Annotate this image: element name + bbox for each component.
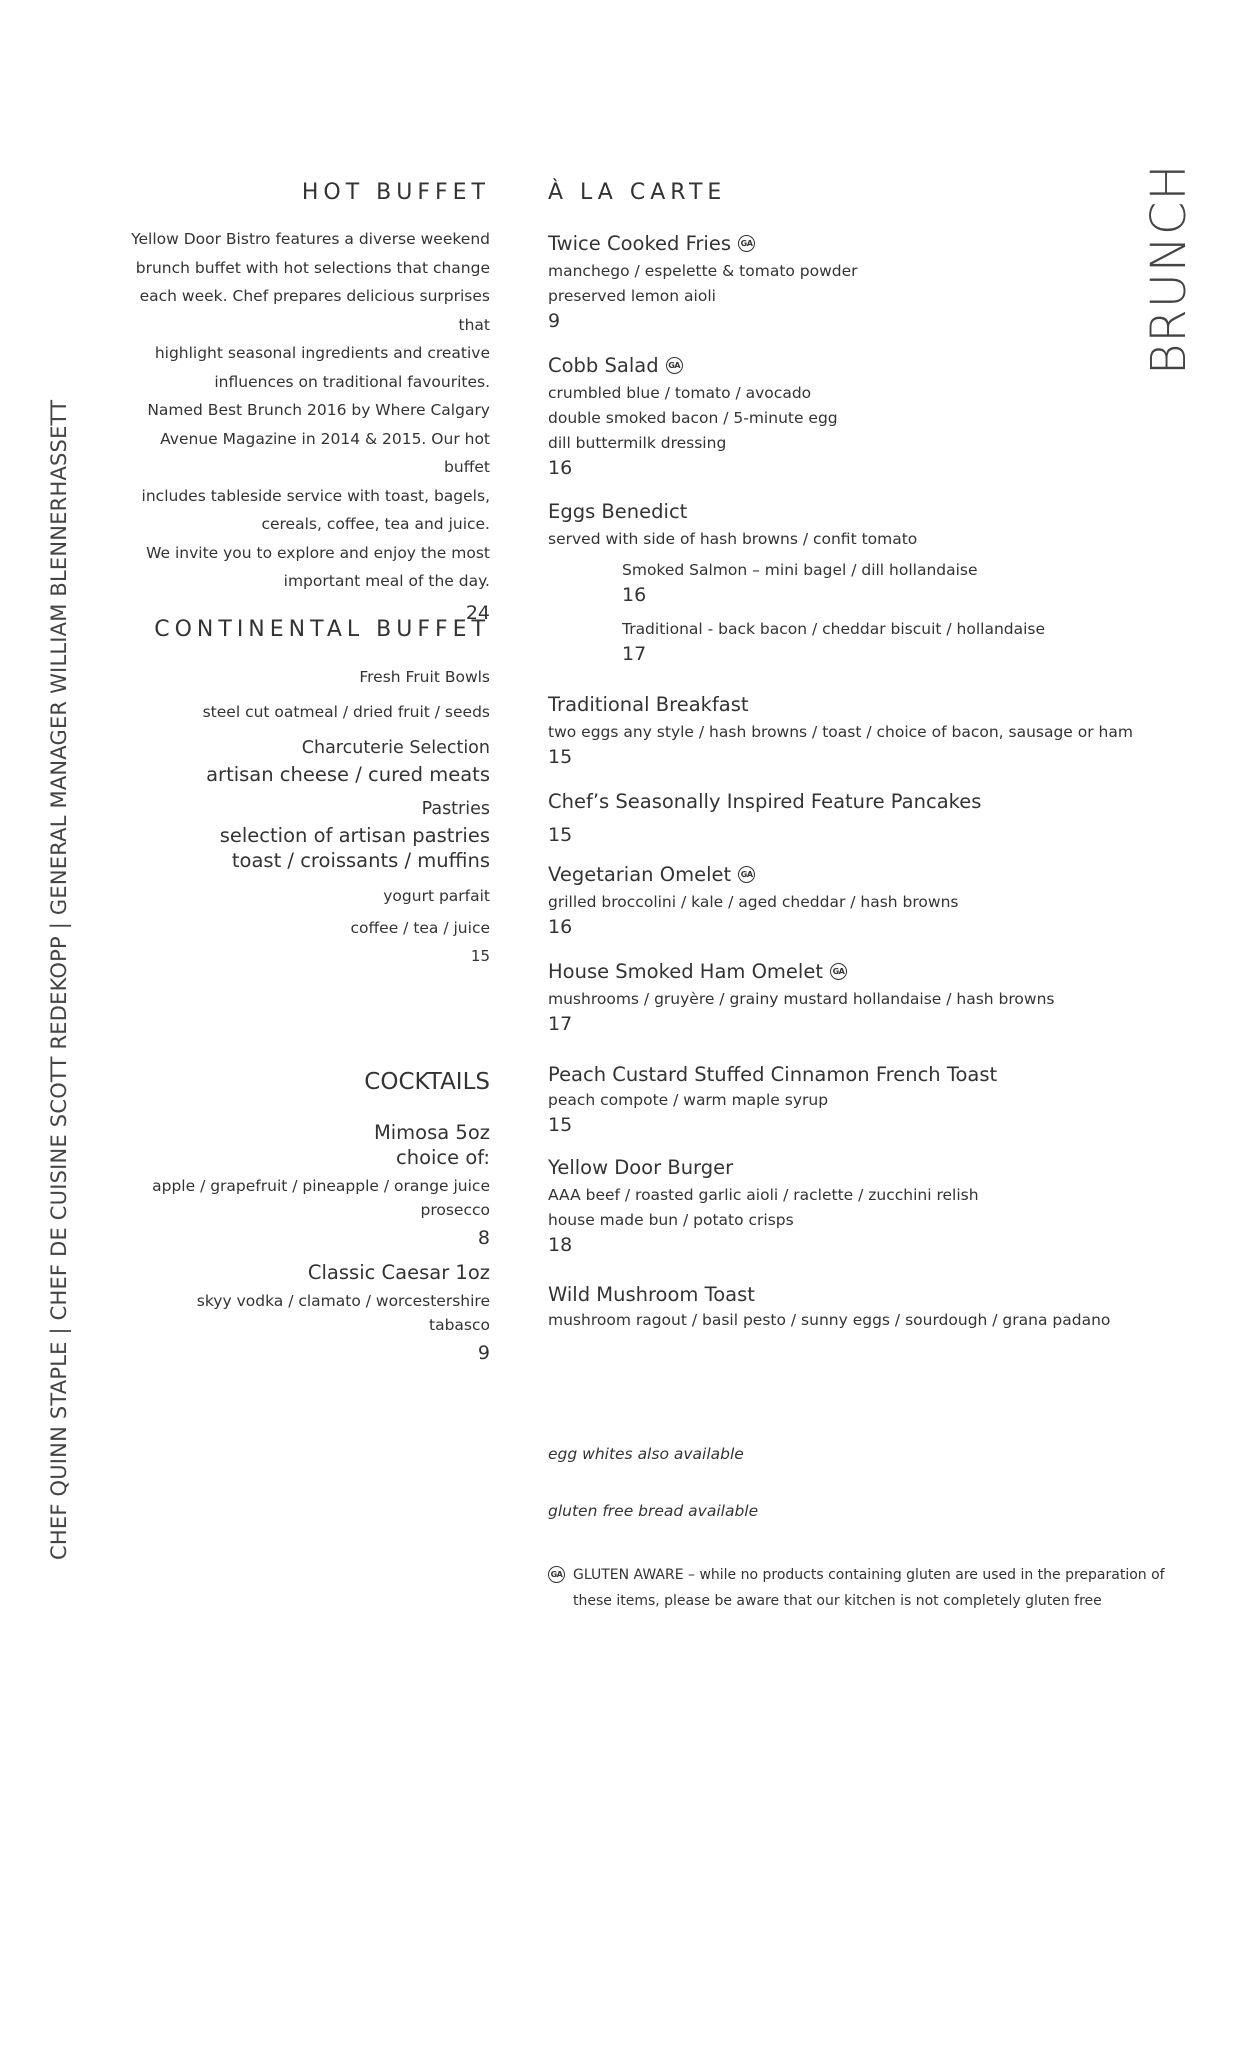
fruit-bowls: Fresh Fruit Bowls	[359, 668, 490, 686]
caesar-title: Classic Caesar 1oz	[307, 1261, 490, 1284]
mimosa-price: 8	[477, 1227, 490, 1249]
hot-buffet-title: HOT BUFFET	[301, 180, 490, 205]
gluten-aware-footnote: GA GLUTEN AWARE – while no products containing gluten are used in the preparation of these items, please be aware that our kitchen is not completely gluten free	[548, 1562, 1188, 1614]
item-price: 15	[548, 824, 573, 846]
item-price: 16	[548, 916, 573, 938]
item-name: Vegetarian Omelet	[548, 863, 732, 886]
menu-item-eggs-benedict: Eggs Benedict served with side of hash browns / confit tomato Smoked Salmon – mini bagel / dill hollandaise 16 Traditional - back bacon / cheddar biscuit / hollandaise 17	[548, 500, 1243, 666]
item-price: 17	[548, 1013, 573, 1035]
staff-credits: CHEF QUINN STAPLE | CHEF DE CUISINE SCOTT REDEKOPP | GENERAL MANAGER WILLIAM BLENNERHASSETT	[47, 399, 71, 1560]
a-la-carte-title: À LA CARTE	[548, 180, 727, 205]
mimosa-prosecco: prosecco	[420, 1201, 490, 1219]
item-price: 16	[548, 457, 573, 479]
hot-buffet-description: Yellow Door Bistro features a diverse weekend brunch buffet with hot selections that change each week. Chef prepares delicious surprises that highlight seasonal ingredients and creative influences on traditional favourites. Named Best Brunch 2016 by Where Calgary Avenue Magazine in 2014 & 2015. Our hot buffet includes tableside service with toast, bagels, cereals, coffee, tea and juice. We invite you to explore and enjoy the most important meal of the day.	[131, 230, 490, 590]
page-title: BRUNCH	[1141, 163, 1197, 375]
menu-item-mushroom-toast: Wild Mushroom Toast mushroom ragout / basil pesto / sunny eggs / sourdough / grana padano	[548, 1283, 1111, 1329]
cocktails-section	[110, 1069, 490, 1364]
a-la-carte-section	[548, 0, 1188, 2048]
item-name: Wild Mushroom Toast	[548, 1283, 755, 1306]
pastries-title: Pastries	[421, 799, 490, 819]
gluten-free-bread-note: gluten free bread available	[548, 1502, 759, 1520]
item-name: Chef’s Seasonally Inspired Feature Pancakes	[548, 790, 982, 813]
continental-buffet-title: CONTINENTAL BUFFET	[154, 617, 490, 642]
caesar-line1: skyy vodka / clamato / worcestershire	[196, 1292, 490, 1310]
item-name: House Smoked Ham Omelet	[548, 960, 823, 983]
gluten-aware-icon: GA	[738, 235, 755, 252]
yogurt-parfait: yogurt parfait	[383, 887, 490, 905]
menu-item-traditional-breakfast: Traditional Breakfast two eggs any style / hash browns / toast / choice of bacon, sausage or ham 15	[548, 693, 1243, 769]
egg-whites-note: egg whites also available	[548, 1445, 744, 1463]
mimosa-title: Mimosa 5oz	[373, 1121, 490, 1144]
mimosa-subtitle: choice of:	[395, 1146, 490, 1169]
item-price: 15	[548, 746, 573, 768]
gluten-aware-icon: GA	[738, 866, 755, 883]
oatmeal: steel cut oatmeal / dried fruit / seeds	[202, 703, 490, 721]
item-name: Cobb Salad	[548, 354, 659, 377]
menu-item-vegetarian-omelet: Vegetarian Omelet GA grilled broccolini / kale / aged cheddar / hash browns 16	[548, 863, 1243, 939]
benedict-traditional: Traditional - back bacon / cheddar biscuit / hollandaise	[622, 620, 1046, 638]
item-price: 9	[548, 310, 561, 332]
menu-item-cobb-salad: Cobb Salad GA crumbled blue / tomato / avocado double smoked bacon / 5-minute egg dill buttermilk dressing 16	[548, 354, 1243, 480]
item-price: 15	[548, 1114, 573, 1136]
gluten-aware-icon: GA	[548, 1566, 565, 1583]
menu-item-pancakes	[548, 790, 1243, 847]
benedict-salmon: Smoked Salmon – mini bagel / dill hollandaise	[622, 561, 978, 579]
menu-item-french-toast: Peach Custard Stuffed Cinnamon French Toast peach compote / warm maple syrup 15	[548, 1063, 1243, 1137]
pastries-line1: selection of artisan pastries	[219, 824, 490, 847]
menu-item-ham-omelet: House Smoked Ham Omelet GA mushrooms / gruyère / grainy mustard hollandaise / hash browns 17	[548, 960, 1243, 1036]
continental-price: 15	[470, 947, 490, 965]
continental-buffet-section	[110, 617, 490, 965]
item-name: Peach Custard Stuffed Cinnamon French Toast	[548, 1063, 998, 1086]
pastries-line2: toast / croissants / muffins	[231, 849, 490, 872]
mimosa-juices: apple / grapefruit / pineapple / orange juice	[152, 1177, 490, 1195]
item-name: Twice Cooked Fries	[548, 232, 732, 255]
hot-buffet-price: 24	[465, 601, 490, 624]
item-name: Traditional Breakfast	[548, 693, 749, 716]
continental-drinks: coffee / tea / juice	[350, 919, 490, 937]
gluten-aware-icon: GA	[666, 357, 683, 374]
cocktails-title: COCKTAILS	[364, 1069, 490, 1095]
item-name: Yellow Door Burger	[548, 1156, 734, 1179]
charcuterie-desc: artisan cheese / cured meats	[206, 763, 490, 786]
gluten-aware-icon: GA	[830, 963, 847, 980]
item-price: 18	[548, 1234, 573, 1256]
menu-item-burger: Yellow Door Burger AAA beef / roasted garlic aioli / raclette / zucchini relish house made bun / potato crisps 18	[548, 1156, 1243, 1257]
caesar-line2: tabasco	[429, 1316, 490, 1334]
charcuterie-title: Charcuterie Selection	[301, 738, 490, 758]
hot-buffet-section	[110, 180, 490, 624]
caesar-price: 9	[477, 1342, 490, 1364]
item-name: Eggs Benedict	[548, 500, 688, 523]
menu-item-fries: Twice Cooked Fries GA manchego / espelette & tomato powder preserved lemon aioli 9	[548, 232, 1243, 333]
